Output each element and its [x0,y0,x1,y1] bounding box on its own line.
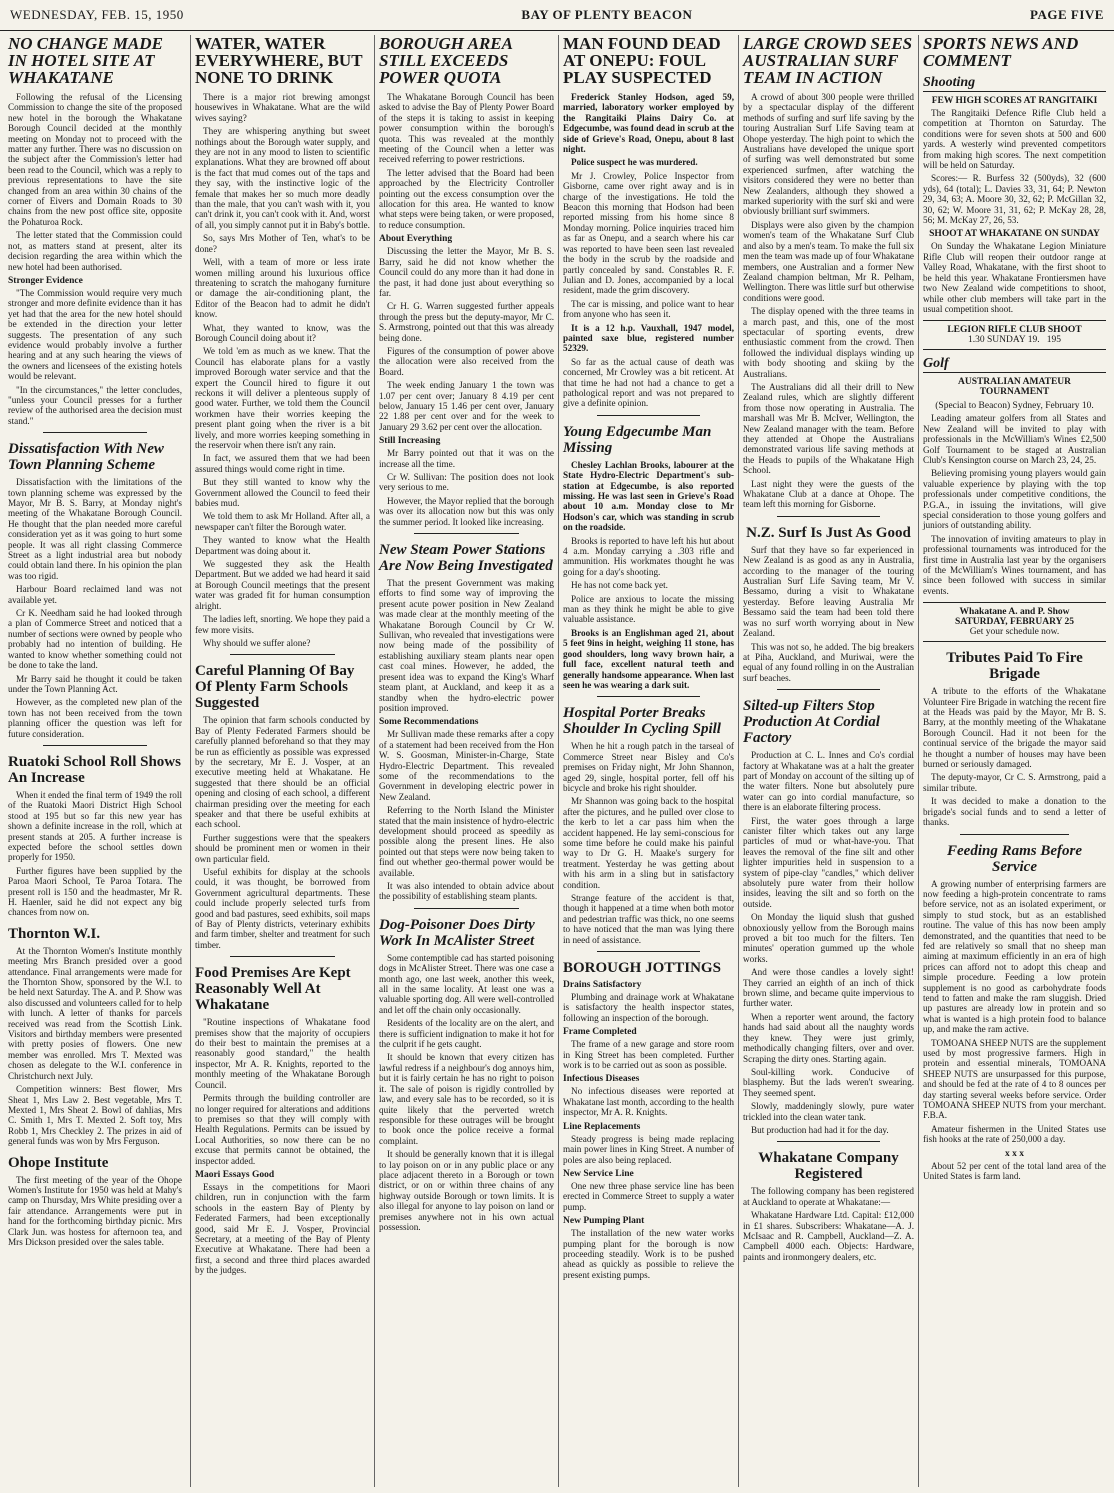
divider [777,516,880,517]
headline-power-quota: BOROUGH AREA STILL EXCEEDS POWER QUOTA [379,35,513,87]
article-paragraph: Dissatisfaction with the limitations of the town planning scheme was expressed by the Mayor, Mr B. S. Barry, at Monday night's meeting of the Whakatane Borough Council. He thought that the plan needed more careful consideration yet as it was going to hurt some people. It was all right classing Commerce Street as a light industrial area but nobody could obtain land there. In his opinion the plan was too rigid. [8,477,182,581]
advert-code: 195 [1046,335,1061,346]
divider [230,956,335,957]
article-paragraph: Well, with a team of more or less irate women milling around his luxurious office threatening to scratch the mahogany furniture or damage the air-conditioning plant, the Editor of the Beacon had to admit he didn't know. [195,257,370,320]
headline-man-found-dead: MAN FOUND DEAD AT ONEPU: FOUL PLAY SUSPECTED [563,35,721,87]
article-paragraph: Leading amateur golfers from all States and New Zealand will be invited to play with professionals in the McWilliam's Wines £2,500 Golf Tournament to be staged at Australian Club's Kensington course on March 23, 24, 25. [923,413,1106,465]
advert-date: SATURDAY, FEBRUARY 25 [954,617,1075,628]
headline-dog-poisoner: Dog-Poisoner Does Dirty Work In McAlister Street [379,916,535,949]
article-paragraph: Strange feature of the accident is that, though it happened at a time when both motor and pedestrian traffic was thick, no one seems to have noticed that the man was lying there in need of assistance. [563,893,734,945]
section-golf: Golf [923,356,1106,373]
article-paragraph: Amateur fishermen in the United States use fish hooks at the rate of 250,000 a day. [923,1123,1106,1145]
separator: x x x [1005,1148,1024,1159]
article-paragraph: The deputy-mayor, Cr C. S. Armstrong, paid a similar tribute. [923,772,1106,793]
article-paragraph: Cr H. G. Warren suggested further appeals through the press but the deputy-mayor, Mr C. S. Armstrong, pointed out that this was already being done. [379,301,554,343]
article-paragraph: Figures of the consumption of power above the allocation were also received from the Board. [379,345,554,377]
article-paragraph: Referring to the North Island the Minister stated that the main insistence of hydro-electric development should proceed as speedily as possible along the present lines. He also pointed out that steps were now being taken to find out whether geo-thermal power would be available. [379,805,554,878]
article-paragraph: The first meeting of the year of the Ohope Women's Institute for 1950 was held at Mahy's camp on Thursday, Mrs White presiding over a fair attendance. Arrangements were put in hand for the forthcoming birthday picnic. Mrs Clark Jun. was hostess for afternoon tea, and Mrs Dickson presided over the sales table. [8,1174,182,1247]
article-paragraph: When a reporter went around, the factory hands had said about all the naughty words they knew. They were just grimly, methodically changing filters, over and over. Scraping the dirty ones. Starting again. [743,1011,914,1064]
article-paragraph: Slowly, maddeningly slowly, pure water trickled into the clean water tank. [743,1101,914,1122]
byline: (Special to Beacon) Sydney, February 10. [935,401,1094,412]
advert-line: Get your schedule now. [969,627,1060,638]
page-number: PAGE FIVE [1030,7,1104,22]
subheading: New Pumping Plant [563,1216,645,1227]
headline-edgecumbe-missing: Young Edgecumbe Man Missing [563,423,712,456]
article-paragraph: Permits through the building controller are no longer required for alterations and additions to premises so that they will comply with Health Regulations. Permits can be issued by Local Authorities, so now there can be no excuse that permits cannot be obtained, the inspector added. [195,1093,370,1166]
newspaper-title: BAY OF PLENTY BEACON [521,7,693,22]
article-paragraph: Brooks is reported to have left his hut about 4 a.m. Monday carrying a .303 rifle and ammunition. His workmates thought he was going for a day's shooting. [563,535,734,577]
article-paragraph: Some contemptible cad has started poisoning dogs in McAlister Street. There was one case a month ago, one last week, another this week, all in the same locality. At least one was a valuable sporting dog. All were well-controlled and let off the chain only occasionally. [379,952,554,1015]
column-2 [190,35,374,1487]
article-paragraph: The frame of a new garage and store room in King Street has been completed. Further work is to be carried out as soon as possible. [563,1039,734,1071]
article-paragraph: "The Commission would require very much stronger and more definite evidence than it has yet had that the area for the new hotel should be extended in the direction your letter suggests. The presentation of any such evidence would probably involve a further hearing and at any such hearing the views of the owners and licensees of the existing hotels would be relevant. [8,287,182,382]
article-paragraph: Steady progress is being made replacing main power lines in King Street. A number of poles are also being replaced. [563,1133,734,1165]
article-paragraph: And were those candles a lovely sight! They carried an eighth of an inch of thick brown slime, and became quite impervious to further water. [743,967,914,1009]
article-paragraph: The opinion that farm schools conducted by Bay of Plenty Federated Farmers should be carefully planned beforehand so that they may be run as efficiently as possible was expressed by the secretary, Mr E. J. Vosper, at an executive meeting held at Whakatane. He suggested that there should be an official opening and closing of each school, a different chairman presiding over the meeting for each speaker and that there be useful exhibits at each school. [195,715,370,830]
advert-rifle-club [923,320,1106,350]
article-paragraph: Cr W. Sullivan: The position does not look very serious to me. [379,472,554,493]
headline-thornton-wi: Thornton W.I. [8,925,101,942]
article-paragraph: The following company has been registered at Auckland to operate at Whakatane:— [743,1186,914,1207]
article-paragraph: The display opened with the three teams in a march past, and this, one of the most spectacular of sporting events, drew enthusiastic comment from the crowd. Then followed the individual displays winding up with body shooting and skiing by the Australians. [743,306,914,379]
divider [414,908,519,909]
headline-town-planning: Dissatisfaction With New Town Planning Scheme [8,441,164,474]
article-paragraph: Displays were also given by the champion women's team of the Whakatane Surf Club and also by a men's team. To make the full six men the team was made up of four Whakatane members, one Australian and a former New Zealand champion beltman, Mr R. Pelham, Wellington. There was little surf but otherwise conditions were good. [743,219,914,303]
article-paragraph: Police are anxious to locate the missing man as they think he might be able to give valuable assistance. [563,593,734,625]
article-paragraph: Essays in the competitions for Maori children, run in conjunction with the farm schools in the eastern Bay of Plenty by Federated Farmers, had been exceptionally good, said Mr E. J. Vosper, Provincial Secretary, at a meeting of the Bay of Plenty Executive at Whakatane. There had been a first, a second and three third places awarded by the judges. [195,1181,370,1276]
headline-food-premises: Food Premises Are Kept Reasonably Well At Whakatane [195,965,351,1014]
article-paragraph: Further figures have been supplied by the Paroa Maori School, Te Paroa Totara. The present roll is 150 and the headmaster, Mr R. H. Haenler, said he did not expect any big chances from now on. [8,865,182,918]
headline-company-registered: Whakatane Company Registered [758,1150,899,1183]
headline-nz-surf: N.Z. Surf Is Just As Good [746,524,911,541]
article-paragraph: He has not come back yet. [571,580,668,591]
divider [960,834,1070,835]
divider [43,745,147,746]
article-paragraph: It should be generally known that it is illegal to lay poison on or in any public place or any place adjacent thereto in a Borough or town district, or on or within three chains of any highway outside Borough or town limits. It is also illegal for anyone to lay poison on land or premises anywhere not in his own actual possession. [379,1149,554,1232]
column-4 [558,35,738,1487]
article-paragraph: Production at C. L. Innes and Co's cordial factory at Whakatane was at a halt the greater part of Monday on account of the silting up of the water filters. None but absolutely pure water can go into cordial manufacture, so there is an elaborate filtering process. [743,750,914,813]
subheading: Still Increasing [379,436,441,447]
article-paragraph: TOMOANA SHEEP NUTS are the supplement used by most progressive farmers. High in protein and essential minerals, TOMOANA SHEEP NUTS are unsurpassed for this purpose, and should be fed at the rate of 4 to 8 ounces per day starting several weeks before service. Order TOMOANA SHEEP NUTS from your merchant. F.B.A. [923,1037,1106,1121]
article-paragraph: They are whispering anything but sweet nothings about the Borough water supply, and they are not in any mood to listen to scientific explanations. What they are browned off about is the fact that mud comes out of the taps and they say, with the instinctive logic of the female that makes her so much more deadly than the male, that you can't wash with it, you can't drink it, you can't cook with it. And, worst of all, you simply cannot put it in Baby's bottle. [195,126,370,230]
article-paragraph: We told them to ask Mr Holland. After all, a newspaper can't filter the Borough water. [195,511,370,532]
article-paragraph: Brooks is an Englishman aged 21, about 5 feet 9ins in height, weighing 11 stone, has good shoulders, long wavy brown hair, a full face, excellent natural teeth and generally handsome appearance. When last seen he was wearing a dark suit. [563,627,734,690]
headline-steam-power: New Steam Power Stations Are Now Being Investigated [379,542,553,575]
subheading: About Everything [379,234,453,245]
headline-borough-jottings: BOROUGH JOTTINGS [563,960,721,977]
article-paragraph: On Sunday the Whakatane Legion Miniature Rifle Club will reopen their outdoor range at Valley Road, Whakatane, with the first shoot to be held this year. Whakatane Frontiersmen have two New Zealand wide competitions to shoot, while other club members will take part in the usual competition shoot. [923,241,1106,314]
article-paragraph: Last night they were the guests of the Whakatane Club at a dance at Ohope. The team left this morning for Gisborne. [743,478,914,510]
headline-hotel-site: NO CHANGE MADE IN HOTEL SITE AT WHAKATANE [8,35,163,87]
headline-feeding-rams: Feeding Rams Before Service [947,842,1082,875]
article-paragraph: The week ending January 1 the town was 1.07 per cent over; January 8 4.19 per cent below, January 15 1.46 per cent over, January 22 1.88 per cent over and for the week to January 29 3.62 per cent over the allocation. [379,380,554,432]
section-shooting: Shooting [923,75,1106,92]
divider [597,696,700,697]
article-paragraph: Mr Barry said he thought it could be taken under the Town Planning Act. [8,673,182,694]
article-paragraph: Police suspect he was murdered. [571,157,698,168]
article-paragraph: The Australians did all their drill to New Zealand rules, which are slightly different from those now operating in Australia. The marshall was Mr B. McIver, Wellington, the New Zealand manager with the team. Before they attended at Ohope the Australians demonstrated various life saving methods at the Heads to pupils of the Whakatane High School. [743,381,914,476]
subheading: Frame Completed [563,1027,637,1038]
column-6 [918,35,1110,1487]
article-paragraph: We suggested they ask the Health Department. But we added we had heard it said at Borough Council meetings that the present water was graded fit for human consumption alright. [195,559,370,611]
subheading: Line Replacements [563,1121,641,1132]
advert-title: Whakatane A. and P. Show [959,607,1070,618]
article-paragraph: "In the circumstances," the letter concludes, "unless your Council presses for a further review of the authorised area the decision must stand." [8,384,182,426]
article-paragraph: Believing promising young players would gain valuable experience by playing with the top professionals under competitive conditions, the P.G.A., in issuing the invitations, will give special consideration to those young golfers and juniors of outstanding ability. [923,468,1106,531]
subheading: Infectious Diseases [563,1074,640,1085]
headline-shoot-whakatane: SHOOT AT WHAKATANE ON SUNDAY [929,229,1100,240]
article-paragraph: When it ended the final term of 1949 the roll of the Ruatoki Maori District High School stood at 195 but so far this new year has shown a definite increase in the roll, which at present stands at 205. A further increase is expected before the school settles down properly for 1950. [8,789,182,863]
article-paragraph: In fact, we assured them that we had been assured things would come right in time. [195,453,370,474]
article-paragraph: A crowd of about 300 people were thrilled by a spectacular display of the different methods of surfing and surf life saving by the touring Australian Surf Life Saving team at Ohope yesterday. The high point to which the Australians have developed the unique sport of surfing was well demonstrated but some experienced surfmen, after watching the visitors considered they were no better than New Zealanders, although they showed a marked superiority with the surf ski and were obviously brilliant surf swimmers. [743,92,914,217]
headline-water: WATER, WATER EVERYWHERE, BUT NONE TO DRINK [195,35,363,87]
issue-date: WEDNESDAY, FEB. 15, 1950 [10,7,184,22]
article-paragraph: When he hit a rough patch in the tarseal of Commerce Street near Bisley and Co's premises on Friday night, Mr John Shannon, aged 29, single, hospital porter, fell off his bicycle and broke his right shoulder. [563,741,734,793]
article-paragraph: They wanted to know what the Health Department was doing about it. [195,535,370,556]
advert-time: 1.30 SUNDAY 19. [968,335,1040,346]
article-paragraph: Useful exhibits for display at the schools could, it was thought, be borrowed from Government agricultural departments. These could include properly selected turfs from good and bad pastures, seed exhibits, soil maps of Bay of Plenty districts, veterinary exhibits and farm timber, shelter and treatment for such timber. [195,867,370,950]
article-paragraph: It was decided to make a donation to the brigade's social funds and to send a letter of thanks. [923,796,1106,828]
advert-show [923,602,1106,642]
article-paragraph: Discussing the letter the Mayor, Mr B. S. Barry, said he did not know whether the Council could do any more than it had done in the past, it had done just about everything so far. [379,246,554,298]
headline-fire-brigade: Tributes Paid To Fire Brigade [946,650,1083,683]
article-paragraph: So, says Mrs Mother of Ten, what's to be done? [195,233,370,254]
article-paragraph: Plumbing and drainage work at Whakatane is satisfactory the health inspector states, following an inspection of the borough. [563,992,734,1023]
article-paragraph: That the present Government was making efforts to find some way of improving the present acute power position in New Zealand was made clear at the monthly meeting of the Whakatane Borough Council by Cr W. Sullivan, who revealed that investigations were now being made of the possibility of establishing auxiliary steam plants near open cast coal mines. However, he added, the present idea was to expand the King's Wharf steam plant, at Auckland, and keep it as a standby when the hydro-electric power position improved. [379,578,554,713]
subheading: Drains Satisfactory [563,980,642,991]
divider [777,1141,880,1142]
article-paragraph: The Rangitaiki Defence Rifle Club held a competition at Thornton on Saturday. The conditions were for seven shots at 500 and 600 yards. A westerly wind prevented competitors from making high scores. The next competition will be held on Saturday. [923,108,1106,171]
article-paragraph: Mr Sullivan made these remarks after a copy of a statement had been received from the Hon W. S. Goosman, Minister-in-Charge, State Hydro-Electric Department. This revealed some of the recommendations to the Government in developing electric power in New Zealand. [379,729,554,802]
column-1 [4,35,186,1487]
article-paragraph: The innovation of inviting amateurs to play in professional tournaments was introduced for the first time in Australia last year by the organisers of the McWilliam's Wines tournament, and has since been followed with success in similar events. [923,533,1106,596]
article-paragraph: First, the water goes through a large canister filter which takes out any large particles of mud or what-have-you. That leaves the removal of the fine silt and other lighter impurities held in suspension to a system of pipe-clay "candles," which deliver absolutely pure water from their hollow insides, leaving the silt and so forth on the outside. [743,815,914,909]
article-paragraph: Soul-killing work. Conducive of blasphemy. But the lads weren't swearing. They seemed spent. [743,1066,914,1098]
headline-ruatoki-school: Ruatoki School Roll Shows An Increase [8,753,181,786]
article-paragraph: It should be known that every citizen has lawful redress if a neighbour's dog annoys him, but it is fairly certain he has no right to poison it. The sale of poison is rigidly controlled by law, and every sale has to be recorded, so it is quite likely that the perverted wretch responsible for these outrages will be brought to book once the police receive a formal complaint. [379,1052,554,1146]
article-paragraph: The ladies left, snorting. We hope they paid a few more visits. [195,614,370,635]
subheading: Some Recommendations [379,717,479,728]
column-3 [374,35,558,1487]
newspaper-page [0,31,1114,1491]
article-paragraph: A tribute to the efforts of the Whakatane Volunteer Fire Brigade in watching the recent fire at the Heads was paid by the Mayor, Mr B. S. Barry, at the monthly meeting of the Whakatane Borough Council. Had it not been for the continual service of the brigade the mayor said he thought a number of houses may have been burned or seriously damaged. [923,686,1106,770]
headline-surf-team: LARGE CROWD SEES AUSTRALIAN SURF TEAM IN ACTION [743,35,913,87]
divider [43,432,147,433]
article-paragraph: However, the Mayor replied that the borough was over its allocation now but this was only the summer period. It looked like increasing. [379,495,554,527]
article-paragraph: "Routine inspections of Whakatane food premises show that the majority of occupiers do their best to maintain the premises at a reasonably good standard," the health inspector, Mr A. R. Knights, reported to the monthly meeting of the Whakatane Borough Council. [195,1017,370,1090]
headline-farm-schools: Careful Planning Of Bay Of Plenty Farm Schools Suggested [195,663,355,712]
article-paragraph: However, as the completed new plan of the town has not been received from the town planning officer the question was left for future consideration. [8,697,182,739]
subheading: Stronger Evidence [8,275,83,286]
article-paragraph: Cr K. Needham said he had looked through a plan of Commerce Street and noticed that a number of sections were owned by people who probably had no intention of building. He wanted to know whether something could not be done to take the land. [8,608,182,671]
article-paragraph: There is a major riot brewing amongst housewives in Whakatane. What are the wild wives saying? [195,92,370,123]
divider [597,951,700,952]
article-paragraph: A growing number of enterprising farmers are now feeding a high-protein concentrate to rams before service, not as an isolated experiment, or simply to stud stock, but as an established routine. The value of this has now been amply demonstrated, and the quantities that need to be fed are relatively so small that no sheep man aiming at maximum efficiently in an era of high prices can afford not to adopt this cheap and simple procedure. Feeding a low protein supplement is no good as carbohydrate foods tend to fatten and make the ram sluggish. Dried up pastures are already low in protein and so what is wanted is a high protein food to balance up, and make the ram active. [923,878,1106,1035]
article-paragraph: But they still wanted to know why the Government allowed the Council to feed their babies mud. [195,477,370,509]
subheading: New Service Line [563,1168,634,1179]
headline-sports-news: SPORTS NEWS AND COMMENT [923,35,1079,70]
column-5 [738,35,918,1487]
divider [414,533,519,534]
headline-golf-tournament: AUSTRALIAN AMATEUR TOURNAMENT [957,377,1072,398]
article-paragraph: Mr Shannon was going back to the hospital after the pictures, and he pulled over close to the kerb to let a car pass him when the accident happened. He lay semi-conscious for some time before he could make his painful way to Dr G. H. Maake's surgery for treatment. Yesterday he was getting about with his arm in a sling but in satisfactory condition. [563,796,734,890]
article-paragraph: But production had had it for the day. [751,1124,889,1135]
article-paragraph: Whakatane Hardware Ltd. Capital: £12,000 in £1 shares. Subscribers: Whakatane—A. J. McIsaac and R. Campbell, Auckland—Z. A. Campbell 4000 each. Objects: Hardware, paints and ironmongery dealers, etc. [743,1210,914,1262]
article-paragraph: About 52 per cent of the total land area of the United States is farm land. [923,1160,1106,1182]
article-paragraph: Chesley Lachlan Brooks, labourer at the State Hydro-Electric Department's sub-station at Edgecumbe, is also reported missing. He was last seen in Grieve's Road about 10 a.m. Monday close to Mr Hodson's car, which was standing in scrub on the roadside. [563,459,734,533]
subheading: Maori Essays Good [195,1169,275,1180]
article-paragraph: Scores:— R. Burfess 32 (500yds), 32 (600 yds), 64 (total); L. Davies 33, 31, 64; P. Newton 29, 34, 63; A. Moore 30, 32, 62; P. McGillan 32, 30, 62; W. Moore 31, 31, 62; P. McKay 28, 28, 56; M. McKay 27, 26, 53. [923,173,1106,226]
article-paragraph: Following the refusal of the Licensing Commission to change the site of the proposed new hotel in the borough the Whakatane Borough Council decided at the monthly meeting on Monday not to proceed with the matter any further. There was no discussion on the subject after the Commission's letter had been read to the Council, which was a reply to previous representations to have the site changed from an area within 30 chains of the corner of Eivers and Domain Roads to 30 chains from the new post office site, opposite the Pohaturoa Rock. [8,92,182,227]
article-paragraph: The letter stated that the Commission could not, as matters stand at present, alter its decision regarding the area within which the new hotel had been authorised. [8,230,182,272]
article-paragraph: The installation of the new water works pumping plant for the borough is now proceeding steadily. Work is to be pushed ahead as quickly as possible to relieve the present existing pumps. [563,1228,734,1280]
article-paragraph: Harbour Board reclaimed land was not available yet. [8,584,182,605]
article-paragraph: The letter advised that the Board had been approached by the Electricity Controller pointing out the excess consumption over the allocation for this area. He wanted to know what steps were being taken, or were proposed, to reduce consumption. [379,167,554,230]
headline-hospital-porter: Hospital Porter Breaks Shoulder In Cycling Spill [563,705,721,738]
article-paragraph: On Monday the liquid slush that gushed obnoxiously yellow from the Borough mains proved a bit too much for the filters. Ten minutes' operation gummed up the whole works. [743,912,914,964]
article-paragraph: No infectious diseases were reported at Whakatane last month, according to the health inspector, Mr A. R. Knights. [563,1086,734,1118]
headline-silted-filters: Silted-up Filters Stop Production At Cordial Factory [743,698,880,747]
article-paragraph: This was not so, he added. The big breakers at Piha, Auckland, and Muriwai, were the equal of any found rolling in on the Australian surf beaches. [743,641,914,683]
article-paragraph: Frederick Stanley Hodson, aged 59, married, laboratory worker employed by the Rangitaiki Plains Dairy Co. at Edgecumbe, was found dead in scrub at the side of Grieve's Road, Onepu, about 8 last night. [563,92,734,155]
divider [230,654,335,655]
masthead [0,0,1114,31]
article-paragraph: Mr Barry pointed out that it was on the increase all the time. [379,448,554,469]
article-paragraph: The car is missing, and police want to hear from anyone who has seen it. [563,298,734,320]
article-paragraph: Why should we suffer alone? [203,637,311,648]
article-paragraph: We told 'em as much as we knew. That the Council has elaborate plans for a vastly improved Borough water service and that the expert the Council hired to figure it out reckons it will deliver a plenteous supply of good water. Further, we told them the Council workmen have their worries keeping the present plant going when the river is a bit lively, and more worries keeping something in the reservoir when there isn't any rain. [195,346,370,450]
headline-rangitaiki: FEW HIGH SCORES AT RANGITAIKI [931,96,1098,106]
article-paragraph: At the Thornton Women's Institute monthly meeting Mrs Branch presided over a good attendance. Final arrangements were made for the Thornton Show, sponsored by the W.I. to be held next Saturday. The A. and P. Show was also discussed and volunteers called for to help with lunch. A letter of thanks for parcels received was read from the Scottish Link. Visitors and birthday members were presented with pretty posies of flowers. One new member was enrolled. Mrs T. Mexted was chosen as delegate to the W.I. conference in Christchurch next July. [8,945,182,1081]
article-paragraph: It is a 12 h.p. Vauxhall, 1947 model, painted saxe blue, registered number 52329. [563,322,734,354]
article-paragraph: Residents of the locality are on the alert, and there is sufficient indignation to make it hot for the culprit if he gets caught. [379,1018,554,1050]
article-paragraph: Competition winners: Best flower, Mrs Sheat 1, Mrs Law 2. Best vegetable, Mrs T. Mexted 1, Mrs Sheat 2. Bowl of dahlias, Mrs C. Smith 1, Mrs T. Mexted 2. Soft toy, Mrs Robb 1, Mrs Checkley 2. The prizes in aid of general funds was won by Mrs Ferguson. [8,1084,182,1147]
article-paragraph: It was also intended to obtain advice about the possibility of establishing steam plants. [379,881,554,902]
article-paragraph: Further suggestions were that the speakers should be prominent men or women in their own particular field. [195,832,370,864]
article-paragraph: So far as the actual cause of death was concerned, Mr Crowley was a bit reticent. At that time he had not had a chance to get a pathological report and was not prepared to give a definite opinion. [563,356,734,409]
article-paragraph: Surf that they have so far experienced in New Zealand is as good as any in Australia, according to the manager of the touring Australian Surf Life Saving team, Mr V. Bessamo, during a visit to Whakatane yesterday. Before leaving Australia Mr Bessamo said the team had been told there was no surf worth worrying about in New Zealand. [743,544,914,639]
divider [777,689,880,690]
advert-line [923,335,1106,345]
article-paragraph: The Whakatane Borough Council has been asked to advise the Bay of Plenty Power Board of the steps it is taking to assist in keeping power consumption within the borough's quota. This was revealed at the monthly meeting of the Council when a letter was received referring to power restrictions. [379,92,554,165]
article-paragraph: Mr J. Crowley, Police Inspector from Gisborne, came over right away and is in charge of the investigations. He told the Beacon this morning that Hodson had been reported missing from his home since 8 Monday morning. Police inquiries traced him as far as Onepu, and a search where his car was reported to have been seen last revealed the body in the scrub by the roadside and partly concealed by sand. Constables R. F. Julian and D. Jones, accompanied by a local resident, made the grim discovery. [563,170,734,296]
article-paragraph: One new three phase service line has been erected in Commerce Street to supply a water pump. [563,1180,734,1212]
advert-title: LEGION RIFLE CLUB SHOOT [947,325,1082,336]
divider [597,415,700,416]
headline-ohope-institute: Ohope Institute [8,1154,109,1171]
article-paragraph: What, they wanted to know, was the Borough Council doing about it? [195,322,370,343]
